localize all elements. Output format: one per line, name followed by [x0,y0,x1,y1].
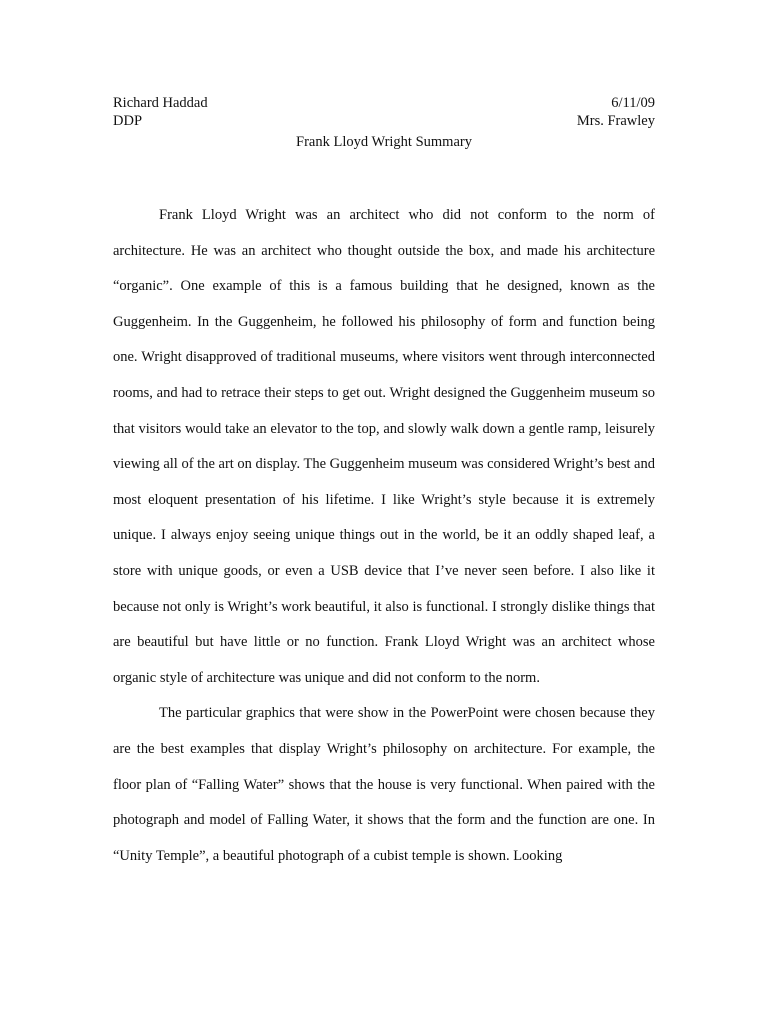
document-header [113,94,655,151]
document-title: Frank Lloyd Wright Summary [296,134,472,150]
header-row-1 [113,94,655,112]
author-name: Richard Haddad [113,95,208,111]
teacher-name: Mrs. Frawley [576,113,655,129]
document-body [113,198,655,874]
document-date: 6/11/09 [611,95,655,111]
header-row-2 [113,112,655,130]
course-name: DDP [113,113,143,129]
paragraph-2: The particular graphics that were show in the PowerPoint were chosen because they are the best examples that display Wright’s philosophy on architecture. For example, the floor plan of “Falling Water” shows that the house is very functional. When paired with the photograph and model of Falling Water, it shows that the form and the function are one. In “Unity Temple”, a beautiful photograph of a cubist temple is shown. Looking [113,705,655,864]
paragraph-1: Frank Lloyd Wright was an architect who did not conform to the norm of architecture. He was an architect who thought outside the box, and made his architecture “organic”. One example of this is a famous building that he designed, known as the Guggenheim. In the Guggenheim, he followed his philosophy of form and function being one. Wright disapproved of traditional museums, where visitors went through interconnected rooms, and had to retrace their steps to get out. Wright designed the Guggenheim museum so that visitors would take an elevator to the top, and slowly walk down a gentle ramp, leisurely viewing all of the art on display. The Guggenheim museum was considered Wright’s best and most eloquent presentation of his lifetime. I like Wright’s style because it is extremely unique. I always enjoy seeing unique things out in the world, be it an oddly shaped leaf, a store with unique goods, or even a USB device that I’ve never seen before. I also like it because not only is Wright’s work beautiful, it also is functional. I strongly dislike things that are beautiful but have little or no function. Frank Lloyd Wright was an architect whose organic style of architecture was unique and did not conform to the norm. [113,207,655,686]
